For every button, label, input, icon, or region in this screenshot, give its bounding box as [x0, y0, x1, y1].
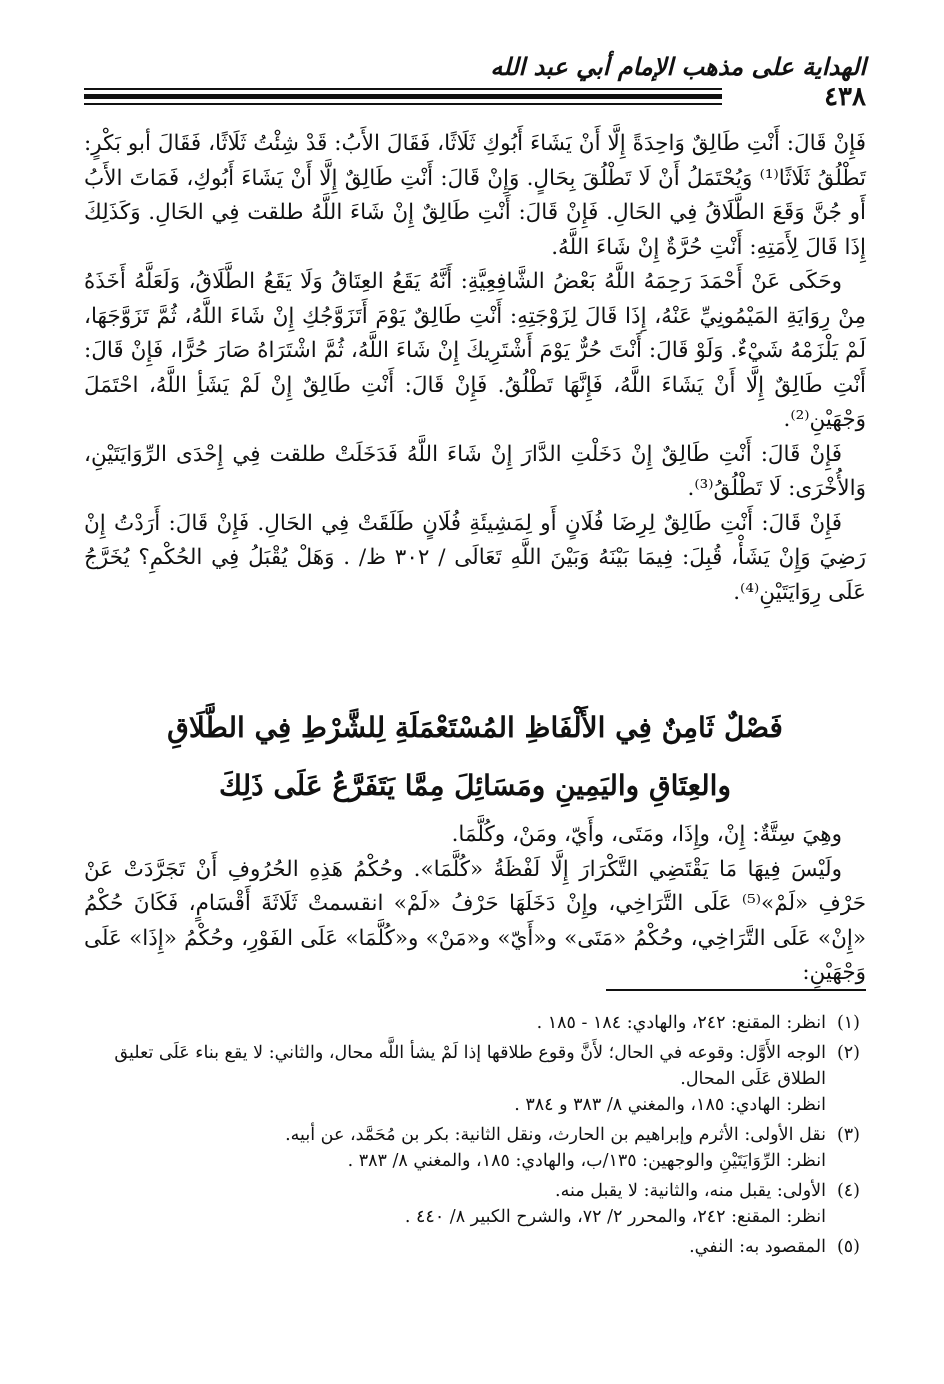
header-rule-top [84, 88, 722, 90]
paragraph-5: وهِيَ سِتَّةٌ: إِنْ، وإِذَا، ومَتَى، وأَيّ، ومَنْ، وكُلَّمَا. [451, 822, 842, 847]
footnote-number: (٢) [836, 1043, 860, 1063]
paragraph-6: ولَيْسَ فِيهَا مَا يَقْتَضِي التَّكْرَارَ إِلَّا لَفْظَةُ «كُلَّمَا». وحُكْمُ هَذِهِ الحُرُوفِ أَنْ تَجَرَّدَتْ عَنْ حَرْفِ «لَمْ»⁽⁵⁾ عَلَى التَّرَاخِي، وإِنْ دَخَلَهَا حَرْفُ «لَمْ» انقسمتْ ثَلَاثَةَ أَقْسَامٍ، فَكَانَ حُكْمُ «إِنْ» عَلَى التَّرَاخِي، وحُكْمُ «مَتَى» و«أَيّ» و«مَنْ» و«كُلَّمَا» عَلَى الفَوْرِ، وحُكْمُ «إِذَا» عَلَى وَجْهَيْنِ: [84, 856, 866, 985]
section-heading [84, 706, 866, 808]
footnote-line: انظر: المقنع: ٢٤٢، والهادي: ١٨٤ - ١٨٥ . [536, 1013, 826, 1033]
section-heading-line-2: والعِتَاقِ واليَمِينِ ومَسَائِلَ مِمَّا يَتَفَرَّعُ عَلَى ذَلِكَ [219, 769, 731, 802]
footnote-number: (١) [836, 1013, 860, 1033]
paragraph-3: فَإِنْ قَالَ: أَنْتِ طَالِقٌ إِنْ دَخَلْتِ الدَّارَ إِنْ شَاءَ اللَّهُ فَدَخَلَتْ طلقت فِي إِحْدَى الرِّوَايَتَيْنِ، وَالأُخْرَى: لَا تَطْلُقُ⁽³⁾. [84, 441, 866, 501]
main-text [84, 127, 866, 610]
section-text [84, 818, 866, 991]
footnote-line: انظر: الهادي: ١٨٥، والمغني ٨/ ٣٨٣ و ٣٨٤ . [514, 1095, 826, 1115]
footnote-line: الأولى: يقبل منه، والثانية: لا يقبل منه. [555, 1181, 826, 1201]
footnote-separator [606, 989, 866, 991]
running-head-title: الهداية على مذهب الإمام أبي عبد الله [490, 52, 866, 81]
footnote-line: المقصود به: النفي. [689, 1237, 826, 1257]
footnote-number: (٣) [836, 1125, 860, 1145]
footnote-number: (٥) [836, 1237, 860, 1257]
paragraph-1: فَإِنْ قَالَ: أَنْتِ طَالِقٌ وَاحِدَةً إِلَّا أَنْ يَشَاءَ أَبُوكِ ثَلَاثًا، فَقَالَ الأَبُ: قَدْ شِئْتُ ثَلَاثًا، فَقَالَ أبو بَكْرٍ: تَطْلُقُ ثَلَاثًا⁽¹⁾ وَيُحْتَمَلُ أَنْ لَا تَطْلُقَ بِحَالٍ. وَإِنْ قَالَ: أَنْتِ طَالِقٌ إِلَّا أَنْ يَشَاءَ أَبُوكِ، فَمَاتَ الأَبُ أَو جُنَّ وَقَعَ الطَّلَاقُ فِي الحَالِ. فَإِنْ قَالَ: أَنْتِ طَالِقٌ إِنْ شَاءَ اللَّهُ طلقت فِي الحَالِ. وَكَذَلِكَ إِذَا قَالَ لِأَمَتِهِ: أَنْتِ حُرَّةٌ إِنْ شَاءَ اللَّهُ. [84, 131, 866, 260]
footnote-3 [84, 1122, 860, 1174]
footnote-1 [84, 1010, 860, 1036]
footnote-line: الوجه الأَوَّل: وقوعه في الحال؛ لأَنَّ وقوع طلاقها إذا لَمْ يشأ اللَّه محال، والثاني: لا يقع بناء عَلَى تعليق الطلاق عَلَى المحال. [114, 1043, 826, 1089]
footnote-2 [84, 1040, 860, 1118]
paragraph-4: فَإِنْ قَالَ: أَنْتِ طَالِقٌ لِرِضَا فُلَانٍ أَو لِمَشِيئَةِ فُلَانٍ طَلَقَتْ فِي الحَالِ. فَإِنْ قَالَ: أَرَدْتُ إِنْ رَضِيَ وَإِنْ يَشَأْ، قُبِلَ: فِيمَا بَيْنَهُ وَبَيْنَ اللَّهِ تَعَالَى / ٣٠٢ ظ/ . وَهَلْ يُقْبَلُ فِي الحُكْمِ؟ يُخَرَّجُ عَلَى رِوَايَتَيْنِ⁽⁴⁾. [84, 510, 867, 605]
paragraph-2: وحَكَى عَنْ أَحْمَدَ رَحِمَهُ اللَّهُ بَعْضُ الشَّافِعِيَّةِ: أَنَّهُ يَقَعُ العِتَاقُ وَلَا يَقَعُ الطَّلَاقُ، وَلَعَلَّهُ أَخَذَهُ مِنْ رِوَايَةِ المَيْمُونِيِّ عَنْهُ، إِذَا قَالَ لِزَوْجَتِهِ: أَنْتِ طَالِقٌ يَوْمَ أَتَزَوَّجُكِ إِنْ شَاءَ اللَّهُ، ثُمَّ تَزَوَّجَهَا، لَمْ يَلْزَمْهُ شَيْءٌ. وَلَوْ قَالَ: أَنْتَ حُرٌّ يَوْمَ أَشْتَرِيكَ إِنْ شَاءَ اللَّهُ، ثُمَّ اشْتَرَاهُ صَارَ حُرًّا، فَإِنْ قَالَ: أَنْتِ طَالِقٌ إِلَّا أَنْ يَشَاءَ اللَّهُ، فَإِنَّهَا تَطْلُقُ. فَإِنْ قَالَ: أَنْتِ طَالِقٌ إِنْ لَمْ يَشَأِ اللَّهُ، احْتَمَلَ وَجْهَيْنِ⁽²⁾. [84, 269, 866, 432]
footnote-line: نقل الأولى: الأثرم وإبراهيم بن الحارث، ونقل الثانية: بكر بن مُحَمَّد، عن أبيه. [285, 1125, 826, 1145]
footnote-number: (٤) [836, 1181, 860, 1201]
footnotes [84, 1010, 860, 1264]
footnote-line: انظر: الرِّوَايَتَيْنِ والوجهين: ١٣٥/ب، والهادي: ١٨٥، والمغني ٨/ ٣٨٣ . [347, 1151, 826, 1171]
section-heading-line-1: فَصْلٌ ثَامِنٌ فِي الأَلْفَاظِ المُسْتَعْمَلَةِ لِلشَّرْطِ فِي الطَّلَاقِ [167, 711, 783, 744]
header-rule-middle [84, 94, 722, 99]
footnote-line: انظر: المقنع: ٢٤٢، والمحرر ٢/ ٧٢، والشرح الكبير ٨/ ٤٤٠ . [404, 1207, 826, 1227]
footnote-4 [84, 1178, 860, 1230]
header-rule-bottom [84, 103, 722, 105]
page-number: ٤٣٨ [824, 82, 866, 112]
footnote-5 [84, 1234, 860, 1260]
